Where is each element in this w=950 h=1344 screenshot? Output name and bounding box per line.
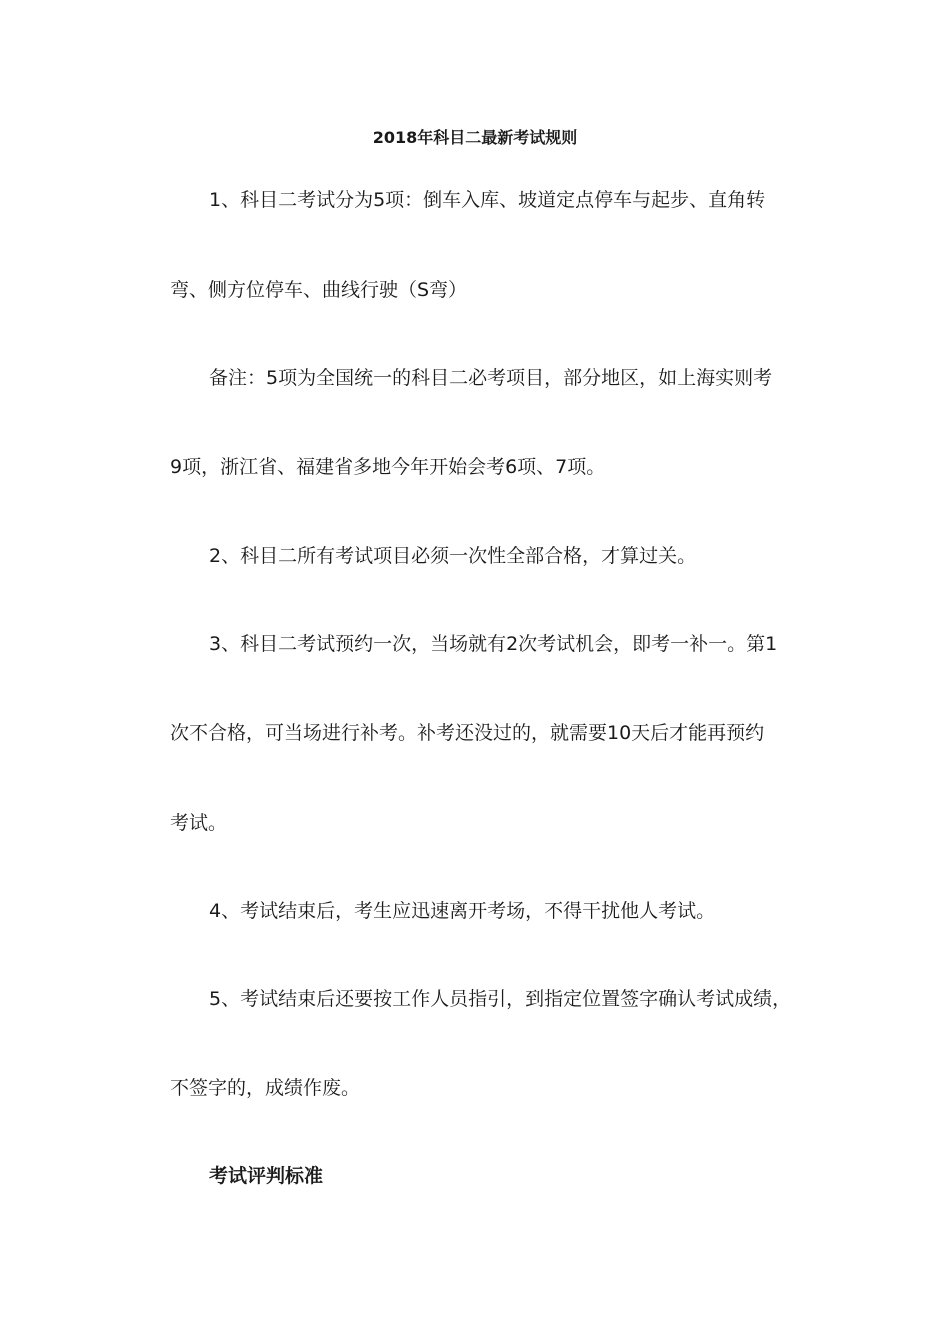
rule-3-line-1: 3、科目二考试预约一次，当场就有2次考试机会，即考一补一。第1 [209,633,778,655]
note-line-2: 9项，浙江省、福建省多地今年开始会考6项、7项。 [170,456,606,478]
rule-1-line-1: 1、科目二考试分为5项：倒车入库、坡道定点停车与起步、直角转 [209,189,766,211]
rule-4-line-1: 4、考试结束后，考生应迅速离开考场，不得干扰他人考试。 [209,900,716,922]
note-line-1: 备注：5项为全国统一的科目二必考项目，部分地区，如上海实则考 [209,367,773,389]
rule-3-line-3: 考试。 [170,812,228,834]
document-title: 2018年科目二最新考试规则 [372,128,578,147]
rule-3-line-2: 次不合格，可当场进行补考。补考还没过的，就需要10天后才能再预约 [170,722,765,744]
rule-2-line-1: 2、科目二所有考试项目必须一次性全部合格，才算过关。 [209,545,697,567]
rule-5-line-2: 不签字的，成绩作废。 [170,1077,361,1099]
rule-5-line-1: 5、考试结束后还要按工作人员指引，到指定位置签字确认考试成绩， [209,988,792,1010]
rule-1-line-2: 弯、侧方位停车、曲线行驶（S弯） [170,279,468,301]
section-heading: 考试评判标准 [209,1165,324,1187]
